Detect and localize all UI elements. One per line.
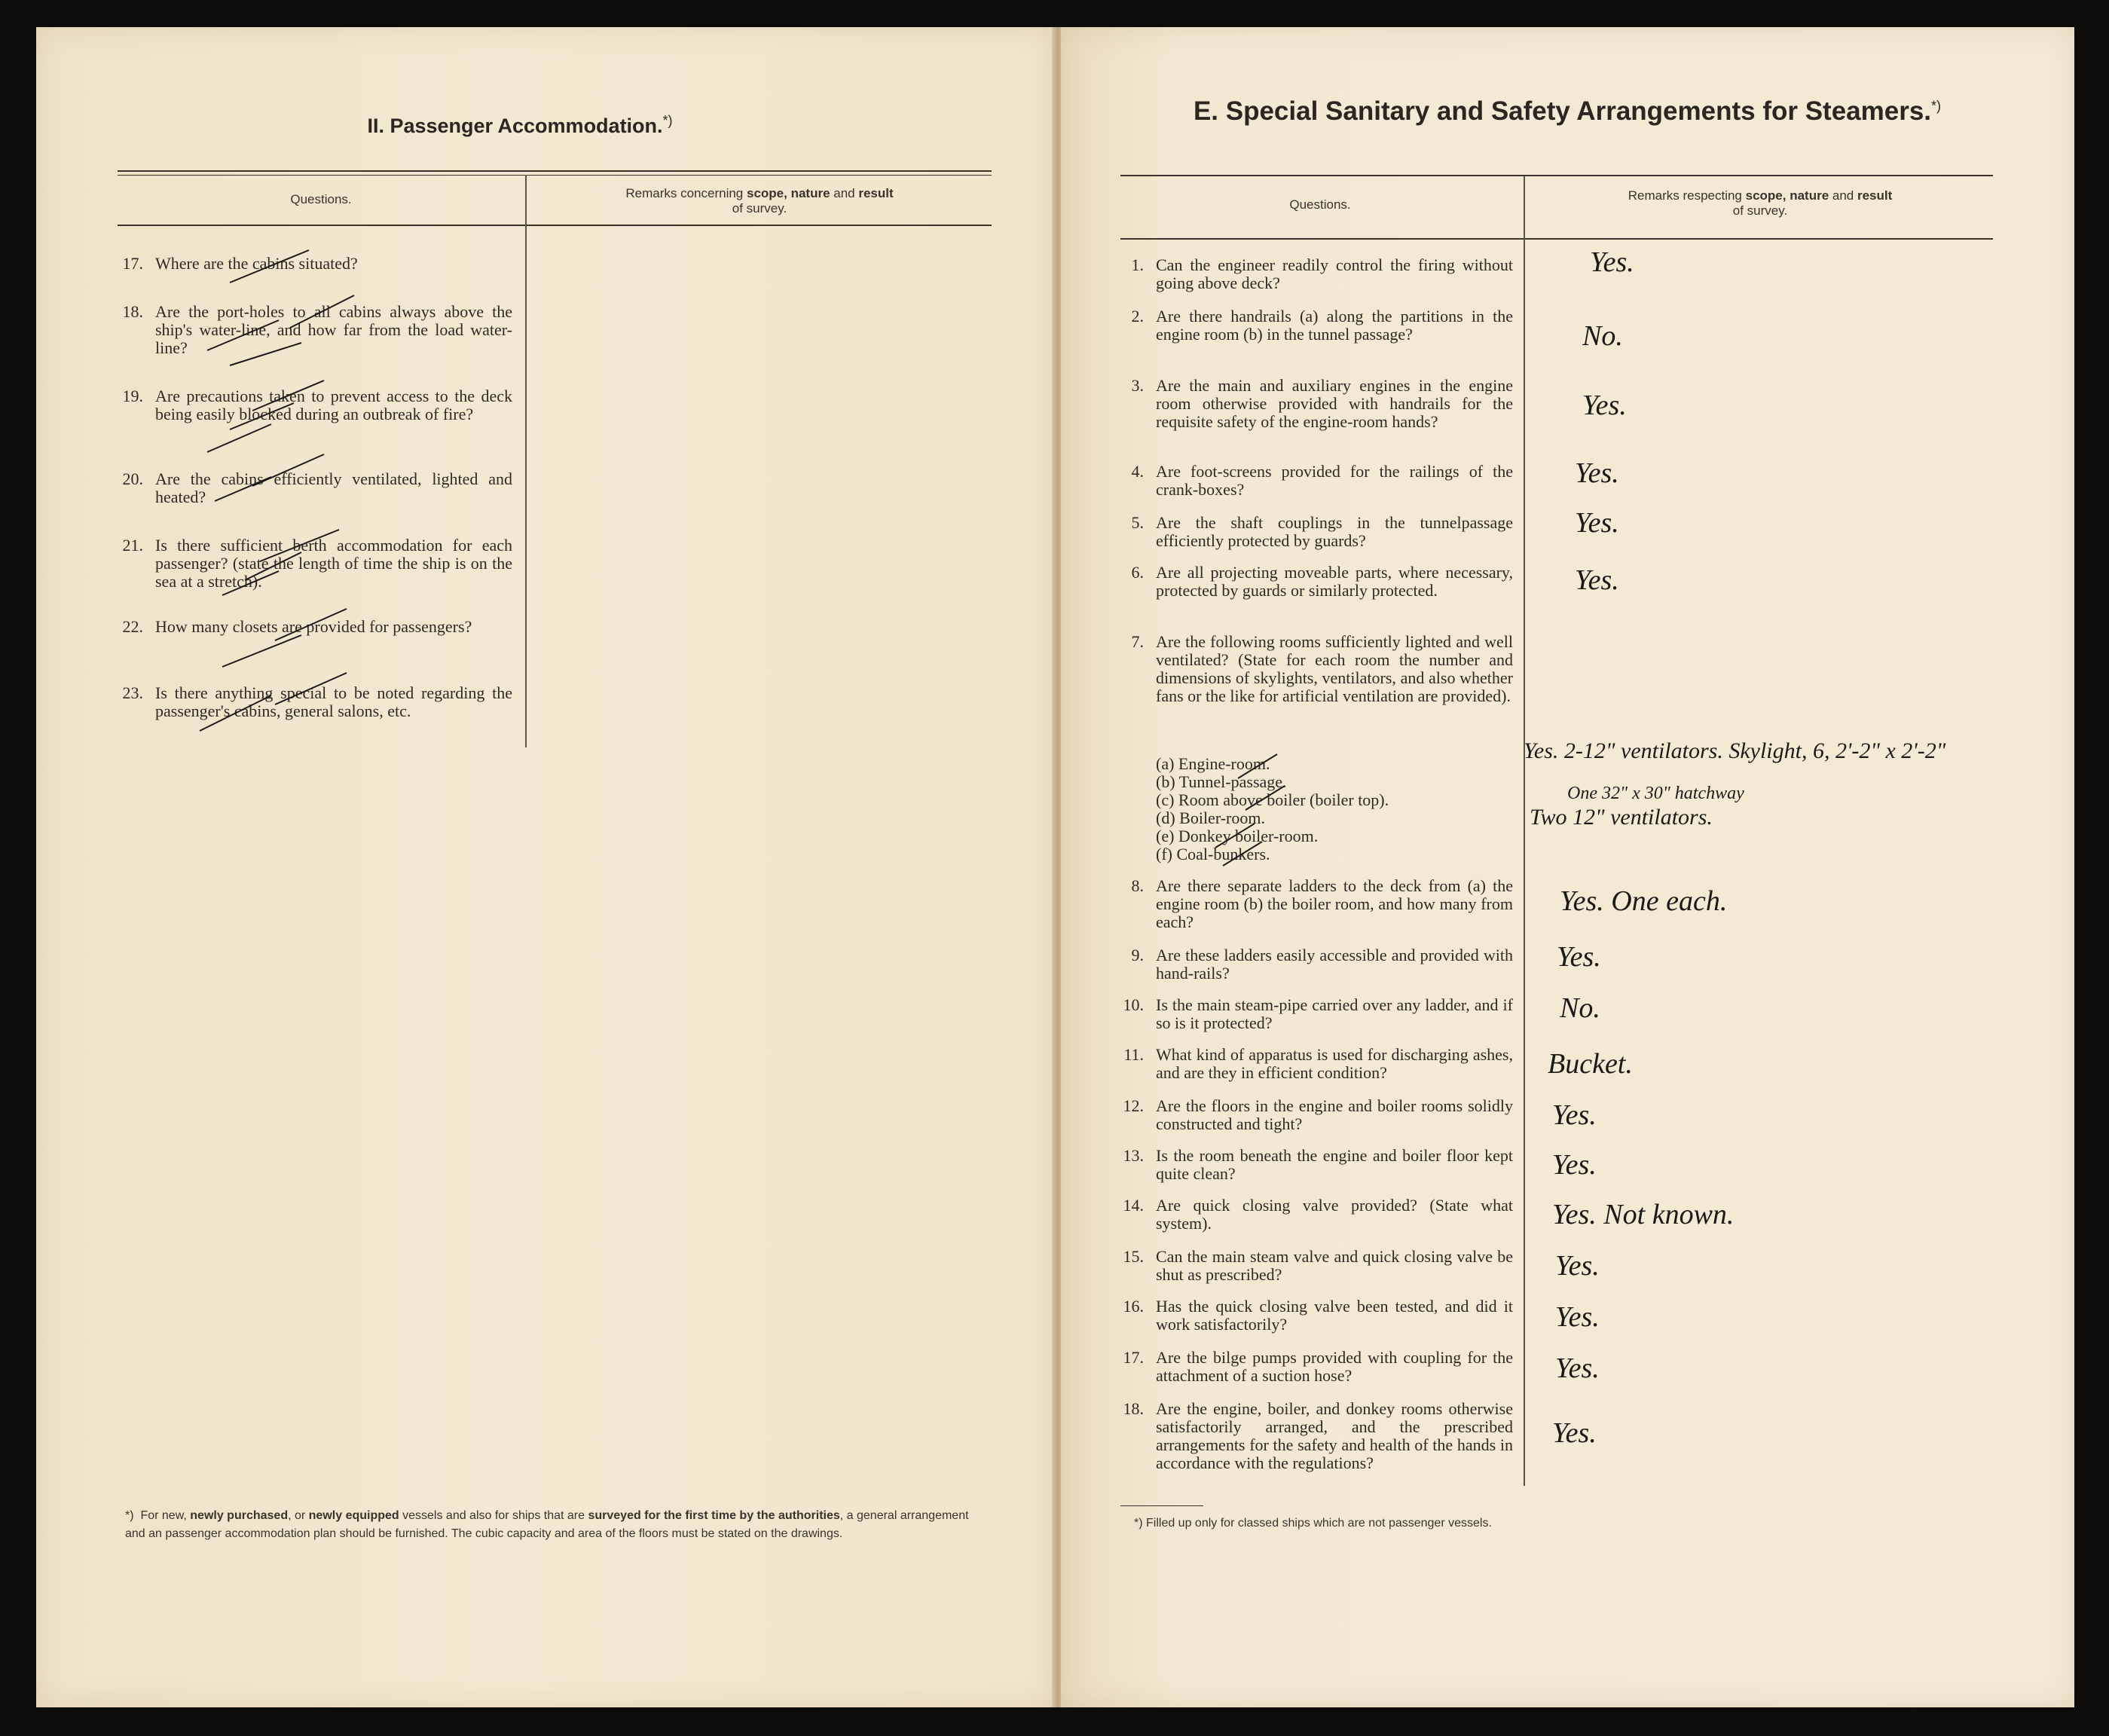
col-remarks-and: and: [1829, 188, 1857, 203]
title-footnote-mark: *): [662, 113, 673, 128]
room-item: (a) Engine-room.: [1156, 754, 1270, 773]
question-number: 14.: [1123, 1196, 1144, 1215]
question-number: 15.: [1123, 1247, 1144, 1266]
col-header-questions: Questions.: [290, 192, 352, 206]
question-number: 8.: [1131, 876, 1144, 895]
col-header-questions: Questions.: [1289, 197, 1351, 212]
section-title-text: II. Passenger Accommodation.: [367, 115, 663, 137]
section-title-passenger-accommodation: [83, 113, 957, 138]
question-number: 9.: [1131, 946, 1144, 964]
strike-mark: [286, 294, 362, 332]
question-text: Where are the cabins situated?: [155, 254, 358, 273]
question-number: 7.: [1131, 632, 1144, 651]
question-number: 2.: [1131, 307, 1144, 326]
strike-mark: [196, 693, 279, 735]
col-header-remarks: [1527, 188, 1994, 219]
question-number: 13.: [1123, 1146, 1144, 1165]
header-rule-bottom: [1120, 238, 1993, 240]
question-text: Are the main and auxiliary engines in the engine room otherwise provided with handrails for the requisite safety of the engine-room hands?: [1156, 376, 1513, 431]
room-list: [1156, 755, 1518, 863]
header-rule-top: [118, 170, 992, 172]
question-number: 5.: [1131, 513, 1144, 532]
question-text: Is there sufficient berth accommodation for each passenger? (state the length of time the ship is on the sea at a stretch).: [155, 536, 512, 591]
question-text: Are the cabins efficiently ventilated, lighted and heated?: [155, 469, 512, 506]
strike-mark: [211, 475, 279, 505]
room-item: (e) Donkey boiler-room.: [1156, 827, 1319, 845]
question-text: Are the port-holes to all cabins always above the ship's water-line, and how far from the load water-line?: [155, 302, 512, 357]
strike-mark: [1221, 839, 1266, 870]
handwritten-answer: Yes. 2-12" ventilators. Skylight, 6, 2'-2" x 2'-2": [1524, 738, 1946, 763]
question-number: 1.: [1131, 255, 1144, 274]
question-text: Are the bilge pumps provided with coupling for the attachment of a suction hose?: [1156, 1348, 1513, 1385]
question-text: Are all projecting moveable parts, where necessary, protected by guards or similarly protected.: [1156, 563, 1513, 600]
question-text: Are the engine, boiler, and donkey rooms otherwise satisfactorily arranged, and the prescribed arrangements for the safety and health of the hands in accordance with the regulations?: [1156, 1399, 1513, 1472]
question-number: 18.: [122, 302, 143, 321]
col-remarks-bold: scope, nature: [746, 186, 830, 200]
question-number: 4.: [1131, 462, 1144, 481]
question-number: 6.: [1131, 563, 1144, 582]
column-divider: [525, 175, 527, 747]
footnote-text: , or: [288, 1509, 309, 1522]
question-text: Are the following rooms sufficiently lighted and well ventilated? (State for each room the number and dimensions of skylights, ventilators, and also whether fans or the like for artificial ventilation are provided).: [1156, 632, 1513, 705]
handwritten-answer: One 32" x 30" hatchway: [1567, 784, 1744, 803]
question-text: Are quick closing valve provided? (State what system).: [1156, 1196, 1513, 1233]
question-number: 10.: [1123, 995, 1144, 1014]
footnote-bold: surveyed for the first time by the authorities: [588, 1509, 840, 1522]
question-text: Are precautions taken to prevent access to the deck being easily blocked during an outbreak of fire?: [155, 387, 512, 423]
col-remarks-bold-2: result: [858, 186, 894, 200]
footnote-left: [125, 1507, 992, 1543]
handwritten-answer: Yes.: [1555, 1250, 1600, 1282]
question-text: What kind of apparatus is used for discharging ashes, and are they in efficient condition?: [1156, 1045, 1513, 1082]
handwritten-answer: Yes. Not known.: [1552, 1199, 1735, 1230]
strike-mark: [219, 633, 309, 671]
question-number: 17.: [122, 254, 143, 273]
question-number: 19.: [122, 387, 143, 405]
col-remarks-and: and: [830, 186, 859, 200]
left-page: [36, 27, 1053, 1707]
room-item: (d) Boiler-room.: [1156, 808, 1265, 827]
question-number: 3.: [1131, 376, 1144, 395]
question-number: 20.: [122, 469, 143, 488]
header-rule-top: [1120, 175, 1993, 176]
footnote-rule: [1120, 1505, 1203, 1506]
strike-mark: [226, 249, 316, 286]
strike-mark: [226, 339, 309, 369]
handwritten-answer: Bucket.: [1548, 1048, 1633, 1080]
question-text: Are the shaft couplings in the tunnelpassage efficiently protected by guards?: [1156, 513, 1513, 550]
handwritten-answer: No.: [1582, 320, 1623, 352]
handwritten-answer: Yes.: [1590, 246, 1634, 278]
question-text: Are foot-screens provided for the railings of the crank-boxes?: [1156, 462, 1513, 499]
question-text: Are there separate ladders to the deck from (a) the engine room (b) the boiler room, and how many from each?: [1156, 876, 1513, 931]
question-text: Has the quick closing valve been tested, and did it work satisfactorily?: [1156, 1297, 1513, 1334]
handwritten-answer: Yes.: [1552, 1099, 1597, 1131]
handwritten-answer: Yes.: [1555, 1352, 1600, 1384]
handwritten-answer: Yes.: [1552, 1149, 1597, 1181]
footnote-text: vessels and also for ships that are: [399, 1509, 588, 1522]
question-text: Is the main steam-pipe carried over any ladder, and if so is it protected?: [1156, 995, 1513, 1032]
footnote-text: , a general arrangement and an passenger accommodation plan should be furnished. The cubic capacity and area of the floors must be stated on the drawings.: [125, 1509, 969, 1540]
handwritten-answer: Yes.: [1552, 1417, 1597, 1449]
col-header-remarks: [527, 186, 992, 216]
question-text: Is the room beneath the engine and boiler floor kept quite clean?: [1156, 1146, 1513, 1183]
question-text: Is there anything special to be noted regarding the passenger's cabins, general salons, etc.: [155, 683, 512, 720]
question-text: Are the floors in the engine and boiler rooms solidly constructed and tight?: [1156, 1096, 1513, 1133]
header-rule-bottom: [118, 225, 992, 226]
room-item: (b) Tunnel-passage.: [1156, 772, 1287, 791]
question-number: 12.: [1123, 1096, 1144, 1115]
strike-mark: [271, 671, 354, 708]
handwritten-answer: Yes.: [1582, 390, 1627, 421]
strike-mark: [1243, 784, 1288, 814]
footnote-bold: newly equipped: [308, 1509, 399, 1522]
col-remarks-text: Remarks concerning: [625, 186, 747, 200]
footnote-mark: *): [125, 1509, 134, 1522]
footnote-right: *) Filled up only for classed ships which are not passenger vessels.: [1134, 1517, 1492, 1530]
handwritten-answer: Yes.: [1555, 1301, 1600, 1333]
question-number: 22.: [122, 617, 143, 636]
question-number: 23.: [122, 683, 143, 702]
handwritten-answer: Yes. One each.: [1560, 885, 1728, 917]
handwritten-answer: No.: [1560, 992, 1600, 1024]
question-text: How many closets are provided for passengers?: [155, 617, 472, 636]
column-divider: [1524, 176, 1525, 1486]
col-remarks-end: of survey.: [1732, 203, 1788, 218]
strike-mark: [1236, 752, 1281, 782]
question-text: Can the engineer readily control the firing without going above deck?: [1156, 255, 1513, 292]
handwritten-answer: Yes.: [1557, 941, 1601, 973]
question-text: Are there handrails (a) along the partitions in the engine room (b) in the tunnel passage?: [1156, 307, 1513, 344]
handwritten-answer: Two 12" ventilators.: [1530, 805, 1713, 830]
question-text: Are these ladders easily accessible and provided with hand-rails?: [1156, 946, 1513, 983]
question-number: 17.: [1123, 1348, 1144, 1367]
section-title-text: E. Special Sanitary and Safety Arrangements for Steamers.: [1193, 96, 1932, 126]
handwritten-answer: Yes.: [1575, 507, 1619, 539]
col-remarks-bold: scope, nature: [1745, 188, 1829, 203]
room-item: (f) Coal-bunkers.: [1156, 845, 1270, 863]
handwritten-answer: Yes.: [1575, 457, 1619, 489]
col-remarks-end: of survey.: [732, 201, 787, 215]
col-remarks-text: Remarks respecting: [1628, 188, 1746, 203]
strike-mark: [203, 422, 279, 456]
handwritten-answer: Yes.: [1575, 564, 1619, 596]
question-text: Can the main steam valve and quick closing valve be shut as prescribed?: [1156, 1247, 1513, 1284]
room-item: (c) Room above boiler (boiler top).: [1156, 790, 1389, 809]
section-title-sanitary-safety: [1115, 96, 2019, 127]
question-number: 21.: [122, 536, 143, 555]
strike-mark: [219, 569, 286, 599]
question-number: 16.: [1123, 1297, 1144, 1316]
footnote-text: For new,: [140, 1509, 191, 1522]
header-rule-top-2: [118, 175, 992, 176]
question-number: 18.: [1123, 1399, 1144, 1418]
footnote-bold: newly purchased: [190, 1509, 289, 1522]
col-remarks-bold-2: result: [1857, 188, 1893, 203]
title-footnote-mark: *): [1931, 98, 1942, 114]
question-number: 11.: [1123, 1045, 1144, 1064]
